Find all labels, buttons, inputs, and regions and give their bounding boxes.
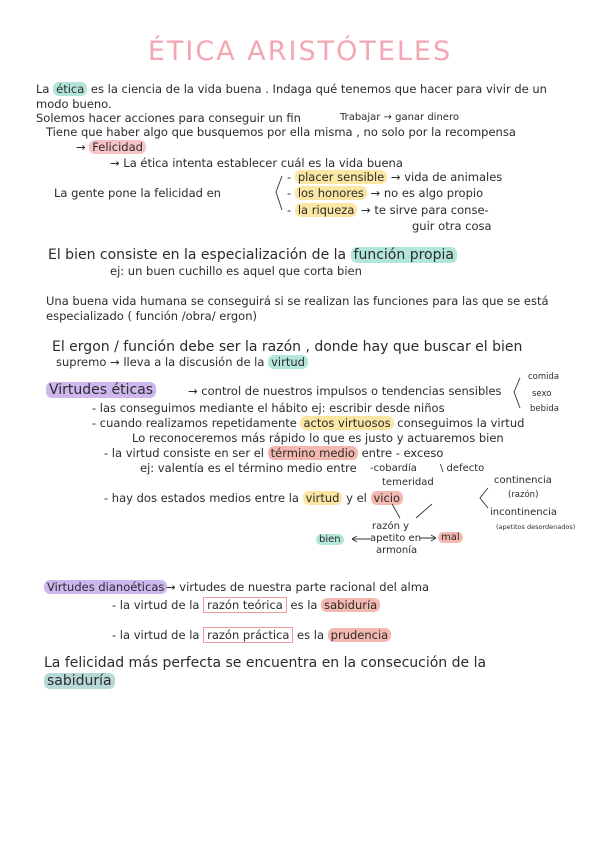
dianoeticas-r2: - la virtud de la razón práctica es la prudencia — [112, 628, 391, 642]
bien-line-1: El bien consiste en la especialización de la función propia — [48, 246, 457, 264]
intro-line-1: La ética es la ciencia de la vida buena . Indaga qué tenemos que hacer para vivir de un — [36, 82, 547, 96]
virtud-down-line — [392, 504, 400, 518]
highlight-actos-virtuosos: actos virtuosos — [300, 416, 393, 430]
eticas-temeridad: temeridad — [382, 477, 434, 488]
eticas-b4: - hay dos estados medios entre la virtud y el vicio — [104, 491, 403, 505]
intro-felicidad: → Felicidad — [76, 140, 146, 154]
highlight-funcion-propia: función propia — [351, 247, 457, 263]
incontinencia: incontinencia — [490, 507, 558, 518]
side-bebida: bebida — [530, 404, 559, 414]
box-razon-practica: razón práctica — [203, 627, 293, 643]
side-comida: comida — [528, 372, 560, 382]
final-line-1: La felicidad más perfecta se encuentra en la consecución de la — [44, 655, 487, 671]
center-line-1: razón y — [372, 521, 410, 532]
virtudes-eticas-def: → control de nuestros impulsos o tendencias sensibles — [188, 384, 502, 398]
incontinencia-sub: (apetitos desordenados) — [496, 523, 576, 531]
arrow-to-bien — [352, 536, 370, 542]
highlight-sabiduria-final: sabiduría — [44, 673, 115, 689]
felicidad-brace — [276, 176, 282, 210]
virtudes-dianoeticas-def: → virtudes de nuestra parte racional del alma — [166, 580, 430, 594]
intro-line-6: → La ética intenta establecer cuál es la vida buena — [110, 156, 403, 170]
ergon-line-1: El ergon / función debe ser la razón , donde hay que buscar el bien — [52, 339, 523, 355]
continencia: continencia — [494, 475, 552, 486]
b4-brace — [480, 488, 488, 508]
felicidad-item-3: - la riqueza → te sirve para conse- — [287, 203, 489, 217]
felicidad-cont: guir otra cosa — [412, 219, 492, 233]
virtudes-eticas-label: Virtudes éticas — [46, 381, 156, 399]
highlight-etica: ética — [53, 82, 87, 96]
mal-label: mal — [438, 531, 463, 545]
intro-note-trabajo: Trabajar → ganar dinero — [340, 112, 459, 123]
continencia-sub: (razón) — [508, 490, 539, 500]
dianoeticas-r1: - la virtud de la razón teórica es la sabiduría — [112, 598, 380, 612]
virtudes-dianoeticas-label: Virtudes dianoéticas — [44, 580, 167, 594]
intro-line-4: Tiene que haber algo que busquemos por ella misma , no solo por la recompensa — [46, 125, 516, 139]
box-razon-teorica: razón teórica — [203, 597, 287, 613]
eticas-b3-ex: ej: valentía es el término medio entre — [140, 461, 357, 475]
eticas-cobardia: -cobardía — [370, 463, 417, 474]
vida-line-2: especializado ( función /obra/ ergon) — [46, 309, 257, 323]
bien-label: bien — [316, 533, 344, 547]
eticas-b1: - las conseguimos mediante el hábito ej: escribir desde niños — [92, 401, 445, 415]
arrow-to-mal — [420, 535, 436, 541]
ergon-line-2: supremo → lleva a la discusión de la virtud — [56, 355, 308, 369]
highlight-vicio: vicio — [371, 491, 404, 505]
eticas-b3: - la virtud consiste en ser el término medio entre - exceso — [104, 446, 444, 460]
center-line-3: armonía — [376, 545, 418, 556]
eticas-b2-cont: Lo reconoceremos más rápido lo que es justo y actuaremos bien — [132, 431, 504, 445]
highlight-felicidad: Felicidad — [89, 140, 146, 154]
felicidad-item-1: - placer sensible → vida de animales — [287, 170, 503, 184]
vida-line-1: Una buena vida humana se conseguirá si se realizan las funciones para las que se está — [46, 294, 549, 308]
bien-line-2: ej: un buen cuchillo es aquel que corta bien — [110, 264, 362, 278]
highlight-termino-medio: término medio — [268, 446, 358, 460]
page-title: ÉTICA ARISTÓTELES — [147, 36, 453, 67]
highlight-prudencia: prudencia — [328, 628, 392, 642]
vicio-down-line — [416, 504, 432, 518]
intro-line-2: modo bueno. — [36, 97, 112, 111]
eticas-b2: - cuando realizamos repetidamente actos virtuosos conseguimos la virtud — [92, 416, 525, 430]
side-sexo: sexo — [532, 389, 552, 399]
center-line-2: apetito en — [370, 533, 422, 544]
felicidad-lead: La gente pone la felicidad en — [54, 186, 221, 200]
highlight-sabiduria: sabiduría — [321, 598, 380, 612]
eticas-defecto: \ defecto — [440, 463, 485, 474]
highlight-virtud-2: virtud — [303, 491, 343, 505]
side-brace — [514, 378, 520, 408]
highlight-virtud: virtud — [268, 355, 308, 369]
felicidad-item-2: - los honores → no es algo propio — [287, 186, 484, 200]
intro-line-3: Solemos hacer acciones para conseguir un fin — [36, 111, 301, 125]
